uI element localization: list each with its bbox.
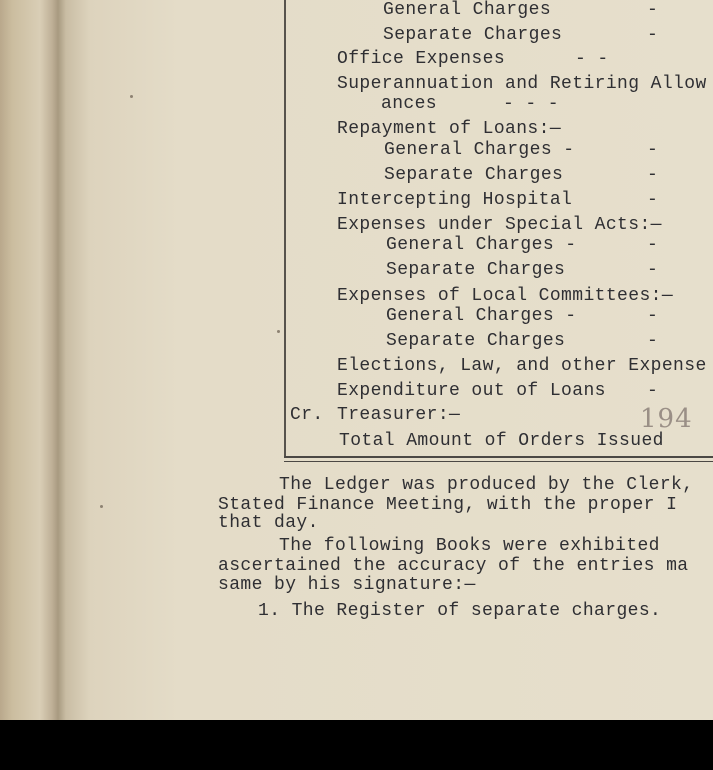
table-row-label: Elections, Law, and other Expense	[337, 356, 707, 376]
table-row-label: ances	[381, 94, 438, 114]
table-row-dash: -	[647, 165, 659, 185]
table-row-label: Expenditure out of Loans	[337, 381, 606, 401]
table-row-label: Separate Charges	[386, 331, 566, 351]
table-row-label: Total Amount of Orders Issued	[339, 431, 664, 451]
table-row-label: Treasurer:—	[337, 405, 461, 425]
table-row-label: General Charges -	[386, 235, 577, 255]
table-row-label: Separate Charges	[384, 165, 564, 185]
table-row-label: Superannuation and Retiring Allow	[337, 74, 707, 94]
table-row-dash: - -	[575, 49, 609, 69]
paragraph-line: same by his signature:—	[218, 575, 476, 595]
table-row-dash: -	[647, 25, 659, 45]
bottom-black-band	[0, 720, 713, 770]
table-row-dash: -	[647, 0, 659, 20]
table-row-label: Intercepting Hospital	[337, 190, 573, 210]
paper-speck	[277, 330, 280, 333]
table-row-label: Separate Charges	[386, 260, 566, 280]
paragraph-line: The Ledger was produced by the Clerk,	[279, 475, 694, 495]
list-item: 1. The Register of separate charges.	[258, 601, 662, 621]
table-row-dash: - - -	[503, 94, 560, 114]
table-row-dash: -	[647, 140, 659, 160]
table-row-label: General Charges -	[386, 306, 577, 326]
table-row-label: Separate Charges	[383, 25, 563, 45]
table-bottom-rule	[284, 456, 713, 458]
paragraph-line: The following Books were exhibited	[279, 536, 660, 556]
paper-speck	[100, 505, 103, 508]
table-row-dash: -	[647, 331, 659, 351]
table-row-label: General Charges	[383, 0, 552, 20]
paragraph-line: Stated Finance Meeting, with the proper I	[218, 495, 678, 515]
paper-speck	[130, 95, 133, 98]
table-row-dash: -	[647, 260, 659, 280]
table-row-label: Office Expenses	[337, 49, 506, 69]
handwritten-note: 194	[640, 404, 693, 434]
paragraph-line: ascertained the accuracy of the entries ma	[218, 556, 689, 576]
table-row-label: Expenses under Special Acts:—	[337, 215, 662, 235]
table-left-rule	[284, 0, 286, 458]
table-row-label: Expenses of Local Committees:—	[337, 286, 674, 306]
table-bottom-rule-thin	[284, 461, 713, 462]
table-row-dash: -	[647, 381, 659, 401]
table-row-label: Repayment of Loans:—	[337, 119, 562, 139]
cr-label: Cr.	[290, 405, 324, 425]
table-row-dash: -	[647, 190, 659, 210]
table-row-dash: -	[647, 235, 659, 255]
table-row-dash: -	[647, 306, 659, 326]
paragraph-line: that day.	[218, 513, 319, 533]
table-row-label: General Charges -	[384, 140, 575, 160]
